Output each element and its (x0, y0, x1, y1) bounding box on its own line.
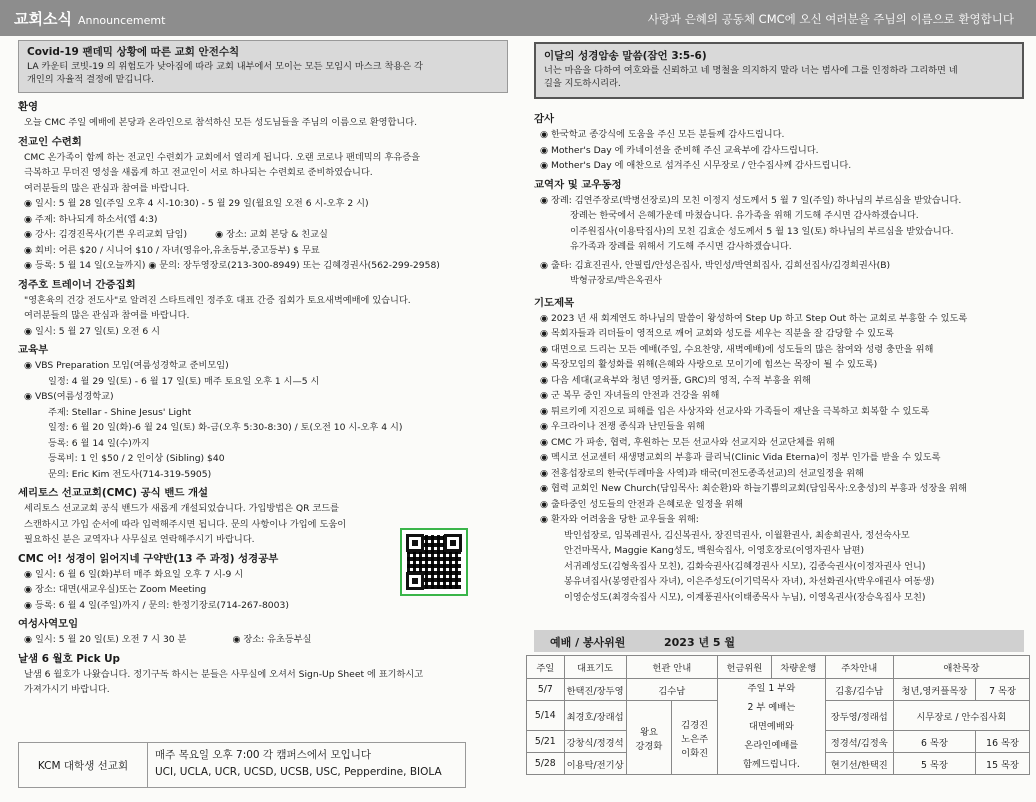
kcm-box (18, 742, 466, 788)
women-place: ◉ 장소: 유초등부실 (232, 634, 311, 645)
sick-list: 서귀례성도(김형욱집사 모친), 김화숙권사(김혜경권사 시모), 김종숙권사(이정자권사 언니) (564, 560, 926, 572)
col-header: 주일 (527, 656, 565, 679)
verse-text: 길을 지도하시리라. (544, 78, 621, 89)
vbs-contact: 문의: Eric Kim 전도사(714-319-5905) (48, 468, 212, 480)
prayer-item: ◉ 우크라이나 전쟁 종식과 난민들을 위해 (534, 419, 1024, 435)
retreat-register: ◉ 등록: 5 월 14 일(오늘까지) ◉ 문의: 장두영장로(213-300-8949) 또는 김혜경권사(562-299-2958) (18, 258, 508, 274)
bible-date: ◉ 일시: 6 월 6 일(화)부터 매주 화요일 오후 7 시-9 시 (18, 567, 508, 583)
col-header: 차량운행 (771, 656, 825, 679)
parking-cell: 장두영/정래섭 (825, 701, 893, 731)
meal-cell: 6 목장 (893, 731, 975, 753)
band-text: 세리토스 선교교회 공식 밴드가 새롭게 개설되었습니다. 가입방법은 QR 코드를 (24, 503, 340, 514)
qr-code-icon[interactable] (400, 528, 468, 596)
verse-box (534, 42, 1024, 99)
prayer-item: ◉ CMC 가 파송, 협력, 후원하는 모든 선교사와 선교지와 선교단체를 위해 (534, 435, 1024, 451)
usher-cell: 김경진 노은주 이화진 (672, 701, 718, 775)
retreat-text: 여러분들의 많은 관심과 참여를 바랍니다. (24, 182, 190, 194)
pickup-heading: 날샘 6 월호 Pick Up (18, 652, 120, 665)
covid-title: Covid-19 팬데믹 상황에 따른 교회 안전수칙 (27, 46, 240, 58)
subtitle-text: Announcememt (77, 14, 166, 27)
prayer-item: ◉ 출타중인 성도들의 안전과 은혜로운 일정을 위해 (534, 497, 1024, 513)
prayer-item: ◉ 튀르키예 지진으로 피해를 입은 사상자와 선교사와 가족들이 재난을 극복하고 회복할 수 있도록 (534, 404, 1024, 420)
prayer-item: ◉ 다음 세대(교육부와 청년 영커플, GRC)의 영적, 수적 부흥을 위해 (534, 373, 1024, 389)
vbs-theme: 주제: Stellar - Shine Jesus' Light (48, 406, 192, 418)
band-heading: 세리토스 선교교회(CMC) 공식 밴드 개설 (18, 487, 209, 499)
covid-box (18, 40, 508, 93)
prayer-item: ◉ 협력 교회인 New Church(담임목사: 최순환)와 하늘기쁨의교회(담임목사:오충성)의 부흥과 성장을 위해 (534, 481, 1024, 497)
prayer-item: ◉ 목회자들과 리더들이 영적으로 깨어 교회와 성도를 세우는 직분을 잘 감당할 수 있도록 (534, 326, 1024, 342)
thanks-item: ◉ 한국학교 종강식에 도움을 주신 모든 분들께 감사드립니다. (534, 127, 1024, 143)
bible-heading: CMC 어! 성경이 읽어지네 구약반(13 주 과정) 성경공부 (18, 552, 279, 565)
parking-cell: 정경석/김정욱 (825, 731, 893, 753)
retreat-date: ◉ 일시: 5 월 28 일(주일 오후 4 시-10:30) - 5 월 29 일(월요일 오전 6 시-오후 2 시) (18, 196, 508, 212)
retreat-heading: 전교인 수련회 (18, 135, 82, 148)
offering-line: 온라인예배를 (744, 740, 799, 751)
bible-register: ◉ 등록: 6 월 4 일(주일)까지 / 문의: 한정기장로(714-267-8003) (18, 598, 508, 614)
prayer-heading: 기도제목 (534, 296, 575, 309)
prayer-cell: 이용탁/전기상 (564, 753, 626, 775)
vbs-fee: 등록비: 1 인 $50 / 2 인이상 (Sibling) $40 (48, 453, 225, 464)
sick-list: 이영순성도(최경숙집사 시모), 이계풍권사(이태종목사 누님), 이영옥권사(장승옥집사 모친) (564, 591, 926, 603)
qr-finder (406, 534, 424, 552)
table-row (527, 679, 1030, 701)
meal-cell: 5 목장 (893, 753, 975, 775)
offering-line: 함께드립니다. (742, 759, 800, 770)
retreat-theme: ◉ 주제: 하나되게 하소서(엡 4:3) (18, 212, 508, 228)
sick-list: 안건마목사, Maggie Kang성도, 백원숙집사, 이영호장로(이영자권사 남편) (564, 545, 865, 556)
trainer-text: "영혼육의 건강 전도사"로 알려진 스타트레인 정주호 대표 간증 집회가 토요새벽예배에 있습니다. (24, 294, 411, 306)
news-text: 유가족과 장례를 위해서 기도해 주시면 감사하겠습니다. (570, 241, 792, 252)
sick-list: 박인섭장로, 임복례권사, 김신복권사, 장진덕권사, 이월환권사, 최송희권사, 정선숙사모 (564, 529, 910, 541)
welcome-text: 오늘 CMC 주일 예배에 본당과 온라인으로 참석하신 모든 성도님들을 주님의 이름으로 환영합니다. (24, 117, 418, 128)
welcome-heading: 환영 (18, 101, 39, 113)
prayer-cell: 한택진/장두영 (564, 679, 626, 701)
pickup-text: 가져가시기 바랍니다. (24, 684, 110, 695)
qr-finder (406, 572, 424, 590)
women-heading: 여성사역모임 (18, 618, 79, 630)
right-column (534, 40, 1024, 605)
prayer-cell: 강창식/정경석 (564, 731, 626, 753)
welcome-banner: 사랑과 은혜의 공동체 CMC에 오신 여러분을 주님의 이름으로 환영합니다 (647, 12, 1014, 26)
title-text: 교회소식 (14, 10, 72, 28)
service-month: 2023 년 5 월 (664, 636, 736, 649)
usher-cell: 김수남 (626, 679, 717, 701)
date-cell: 5/21 (527, 731, 565, 753)
retreat-place: ◉ 장소: 교회 본당 & 친교실 (215, 229, 328, 240)
kcm-name: KCM 대학생 선교회 (19, 743, 148, 787)
col-header: 헌금위원 (718, 656, 772, 679)
page-title (14, 8, 165, 29)
verse-text: 너는 마음을 다하여 여호와를 신뢰하고 네 명철을 의지하지 말라 너는 범사에 그를 인정하라 그리하면 네 (544, 65, 958, 76)
offering-line: 주일 1 부와 (747, 683, 796, 694)
women-row (18, 632, 508, 648)
news-away: ◉ 출타: 김효진권사, 안필립/안성은집사, 박인성/박연희집사, 김희선집사/김경희권사(B) (534, 258, 1024, 274)
trainer-heading: 정주호 트레이너 간증집회 (18, 278, 136, 291)
offering-cell (718, 679, 826, 775)
kcm-schools: UCI, UCLA, UCR, UCSD, UCSB, USC, Pepperdine, BIOLA (155, 766, 442, 778)
prayer-cell: 최경호/장래섭 (564, 701, 626, 731)
women-date: ◉ 일시: 5 월 20 일(토) 오전 7 시 30 분 (24, 634, 186, 645)
meal-cell: 청년,영커플목장 (893, 679, 975, 701)
meal-cell: 15 목장 (976, 753, 1030, 775)
prayer-item: ◉ 대면으로 드리는 모든 예배(주일, 수요찬양, 새벽예배)에 성도들의 많은 참여와 성령 충만을 위해 (534, 342, 1024, 358)
trainer-date: ◉ 일시: 5 월 27 일(토) 오전 6 시 (18, 324, 508, 340)
prayer-item: ◉ 군 복무 중인 자녀들의 안전과 건강을 위해 (534, 388, 1024, 404)
kcm-time: 매주 목요일 오후 7:00 각 캠퍼스에서 모입니다 (155, 749, 372, 761)
date-cell: 5/7 (527, 679, 565, 701)
prayer-item: ◉ 전홍섭장로의 한국(두레마을 사역)과 태국(미전도종족선교)의 선교일정을 위해 (534, 466, 1024, 482)
col-header: 헌관 안내 (626, 656, 717, 679)
service-table (526, 655, 1030, 775)
offering-line: 대면예배와 (748, 721, 794, 732)
vbs: ◉ VBS(여름성경학교) (18, 389, 508, 405)
news-funeral: ◉ 장례: 김연주장로(박병선장로)의 모친 이정지 성도께서 5 월 7 일(주일) 하나님의 부르심을 받았습니다. (534, 193, 1024, 209)
bible-place: ◉ 장소: 대면(새교우실)또는 Zoom Meeting (18, 582, 508, 598)
parking-cell: 현기선/한택진 (825, 753, 893, 775)
trainer-text: 여러분들의 많은 관심과 참여를 바랍니다. (24, 310, 190, 321)
col-header: 주차안내 (825, 656, 893, 679)
col-header: 대표기도 (564, 656, 626, 679)
table-header-row (527, 656, 1030, 679)
service-title: 예배 / 봉사위원 (550, 636, 626, 649)
parking-cell: 김홍/김수남 (825, 679, 893, 701)
sick-list: 봉유녀집사(봉영란집사 자녀), 이은주성도(이기덕목사 자녀), 차선화권사(박우애권사 여동생) (564, 576, 935, 587)
news-text: 이주원집사(이용탁집사)의 모친 김효순 성도께서 5 월 13 일(토) 하나님의 부르심을 받았습니다. (570, 225, 954, 237)
thanks-item: ◉ Mother's Day 에 카네이션을 준비해 주신 교육부에 감사드립니다. (534, 143, 1024, 159)
retreat-text: CMC 온가족이 함께 하는 전교인 수련회가 교회에서 열리게 됩니다. 오랜 코로나 팬데믹의 후유증을 (24, 151, 420, 163)
edu-heading: 교육부 (18, 344, 49, 356)
news-text: 박형규장로/박은옥권사 (570, 275, 662, 286)
date-cell: 5/14 (527, 701, 565, 731)
thanks-item: ◉ Mother's Day 에 애찬으로 섬겨주신 시무장로 / 안수집사께 감사드립니다. (534, 158, 1024, 174)
covid-line: LA 카운티 코빗-19 의 위험도가 낮아짐에 따라 교회 내부에서 모이는 모든 모임시 마스크 착용은 각 (27, 61, 423, 72)
vbs-prep: ◉ VBS Preparation 모임(여름성경학교 준비모임) (18, 358, 508, 374)
covid-line: 개인의 자율적 결정에 맡깁니다. (27, 74, 155, 85)
band-text: 스캔하시고 가입 순서에 따라 입력해주시면 됩니다. 문의 사항이나 가입에 도움이 (24, 518, 347, 530)
retreat-text: 극복하고 무더진 영성을 새롭게 하고 전교인이 서로 하나되는 수련회로 준비하였습니다. (24, 167, 373, 178)
meal-cell: 16 목장 (976, 731, 1030, 753)
header-bar (0, 0, 1036, 36)
offering-line: 2 부 예배는 (747, 702, 796, 713)
prayer-item: ◉ 2023 년 새 회계연도 하나님의 말씀이 왕성하여 Step Up 하고 Step Out 하는 교회로 부흥할 수 있도록 (534, 311, 1024, 327)
retreat-speaker-row (18, 227, 508, 243)
retreat-fee: ◉ 회비: 어른 $20 / 시니어 $10 / 자녀(영유아,유초등부,중고등부) $ 무료 (18, 243, 508, 259)
news-heading: 교역자 및 교우동정 (534, 178, 622, 191)
service-header (534, 630, 1024, 652)
vbs-prep-schedule: 일정: 4 월 29 일(토) - 6 월 17 일(토) 매주 토요일 오후 1 시—5 시 (48, 375, 320, 387)
prayer-item: ◉ 환자와 어려움을 당한 교우들을 위해: (534, 512, 1024, 528)
verse-title: 이달의 성경암송 말씀(잠언 3:5-6) (544, 50, 707, 62)
pickup-text: 날샘 6 월호가 나왔습니다. 정기구독 하시는 분들은 사무실에 오셔서 Sign-Up Sheet 에 표기하시고 (24, 668, 424, 680)
band-text: 필요하신 분은 교역자나 사무실로 연락해주시기 바랍니다. (24, 534, 255, 545)
date-cell: 5/28 (527, 753, 565, 775)
col-header: 애찬목장 (893, 656, 1029, 679)
thanks-heading: 감사 (534, 113, 555, 125)
prayer-item: ◉ 멕시코 선교센터 새생명교회의 부흥과 클리닉(Clinic Vida Eterna)이 정부 인가를 받을 수 있도록 (534, 450, 1024, 466)
retreat-speaker: ◉ 강사: 김경진목사(기쁜 우리교회 담임) (24, 229, 187, 240)
left-column (18, 40, 508, 698)
news-text: 장례는 한국에서 은혜가운데 마쳤습니다. 유가족을 위해 기도해 주시면 감사하겠습니다. (570, 210, 919, 221)
qr-finder (444, 534, 462, 552)
meal-cell: 시무장로 / 안수집사회 (893, 701, 1029, 731)
vbs-register: 등록: 6 월 14 일(수)까지 (48, 437, 150, 449)
usher-cell: 왕요 강경화 (626, 701, 672, 775)
vbs-schedule: 일정: 6 월 20 일(화)-6 월 24 일(토) 화-금(오후 5:30-8:30) / 토(오전 10 시-오후 4 시) (48, 422, 403, 433)
prayer-item: ◉ 목장모임의 활성화를 위해(은혜와 사랑으로 모이기에 힘쓰는 목장이 될 수 있도록) (534, 357, 1024, 373)
meal-cell: 7 목장 (976, 679, 1030, 701)
